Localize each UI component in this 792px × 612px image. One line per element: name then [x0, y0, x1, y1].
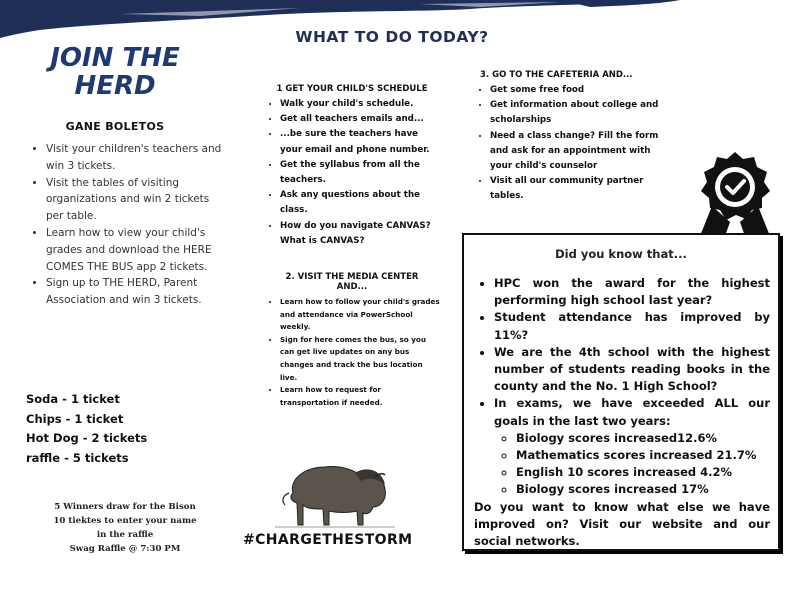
list-item: • Sign up to THE HERD, Parent Association and win 3 tickets.: [46, 275, 230, 309]
list-item: • Student attendance has improved by 11%?: [494, 309, 770, 343]
scores-list: [494, 430, 770, 499]
list-item: ◦ English 10 scores increased 4.2%: [516, 464, 770, 481]
list-item: • Sign for here comes the bus, so you can get live updates on any bus changes and track the bus location live.: [280, 334, 442, 384]
what-to-do-heading: WHAT TO DO TODAY?: [295, 28, 489, 46]
media-center-list: [262, 296, 442, 409]
ticket-prices: [26, 390, 147, 468]
hashtag: #CHARGETHESTORM: [243, 532, 413, 548]
did-you-know-footer: Do you want to know what else we have improved on? Visit our website and our social networks.: [474, 499, 770, 549]
list-item: • How do you navigate CANVAS? What is CANVAS?: [280, 219, 442, 249]
list-item: • Learn how to request for transportation if needed.: [280, 384, 442, 409]
cafeteria-list: [472, 83, 662, 205]
did-you-know-list: [464, 275, 778, 499]
price-item: Chips - 1 ticket: [26, 411, 124, 426]
list-item: • Get some free food: [490, 83, 662, 98]
list-item: • Visit all our community partner tables.: [490, 174, 662, 204]
list-item: • Walk your child's schedule.: [280, 97, 442, 112]
list-item: • Learn how to follow your child's grades and attendance via PowerSchool weekly.: [280, 296, 442, 334]
did-you-know-box: [462, 233, 780, 551]
left-panel: [20, 40, 230, 309]
bison-illustration: [275, 455, 395, 531]
section-media-center: [262, 272, 442, 409]
section-schedule: [262, 84, 442, 249]
list-item: • Ask any questions about the class.: [280, 188, 442, 218]
gane-boletos-heading: GANE BOLETOS: [65, 120, 165, 133]
price-item: Soda - 1 ticket: [26, 392, 120, 406]
section-title: 3. GO TO THE CAFETERIA AND...: [480, 70, 633, 80]
price-item: Hot Dog - 2 tickets: [26, 431, 148, 446]
section-title: 2. VISIT THE MEDIA CENTER AND...: [285, 272, 419, 292]
list-item: • Get information about college and scholarships: [490, 98, 662, 128]
list-item: • Need a class change? Fill the form and ask for an appointment with your child's counselor: [490, 129, 662, 175]
list-item: • Visit the tables of visiting organizations and win 2 tickets per table.: [46, 175, 230, 225]
join-the-herd-title: JOIN THE HERD: [50, 43, 180, 101]
list-item: • We are the 4th school with the highest number of students reading books in the county and the No. 1 High School?: [494, 344, 770, 396]
list-item: • ...be sure the teachers have your email and phone number.: [280, 127, 442, 157]
section-title: 1 GET YOUR CHILD'S SCHEDULE: [276, 84, 428, 94]
list-item: ◦ Biology scores increased12.6%: [516, 430, 770, 447]
section-cafeteria: [472, 70, 662, 205]
did-you-know-title: Did you know that...: [555, 247, 687, 261]
list-item: ◦ Mathematics scores increased 21.7%: [516, 447, 770, 464]
ticket-ways-list: [20, 141, 230, 309]
raffle-note: 5 Winners draw for the Bison 10 tiektes to enter your name in the raffle Swag Raffle @ 7:30 PM: [53, 502, 197, 554]
list-item: ◦ Biology scores increased 17%: [516, 481, 770, 498]
list-item: • In exams, we have exceeded ALL our goals in the last two years: ◦ Biology scores increased12.6% ◦ Mathematics scores increased 21.7% ◦ English 10 scores increased 4.2% ◦ Biology scores increased 17%: [494, 395, 770, 498]
list-item: • Learn how to view your child's grades and download the HERE COMES THE BUS app 2 tickets.: [46, 225, 230, 275]
list-item: • HPC won the award for the highest performing high school last year?: [494, 275, 770, 309]
list-item: • Get all teachers emails and...: [280, 112, 442, 127]
schedule-list: [262, 97, 442, 249]
list-item: • Visit your children's teachers and win 3 tickets.: [46, 141, 230, 175]
list-item: • Get the syllabus from all the teachers.: [280, 158, 442, 188]
price-item: raffle - 5 tickets: [26, 450, 129, 465]
